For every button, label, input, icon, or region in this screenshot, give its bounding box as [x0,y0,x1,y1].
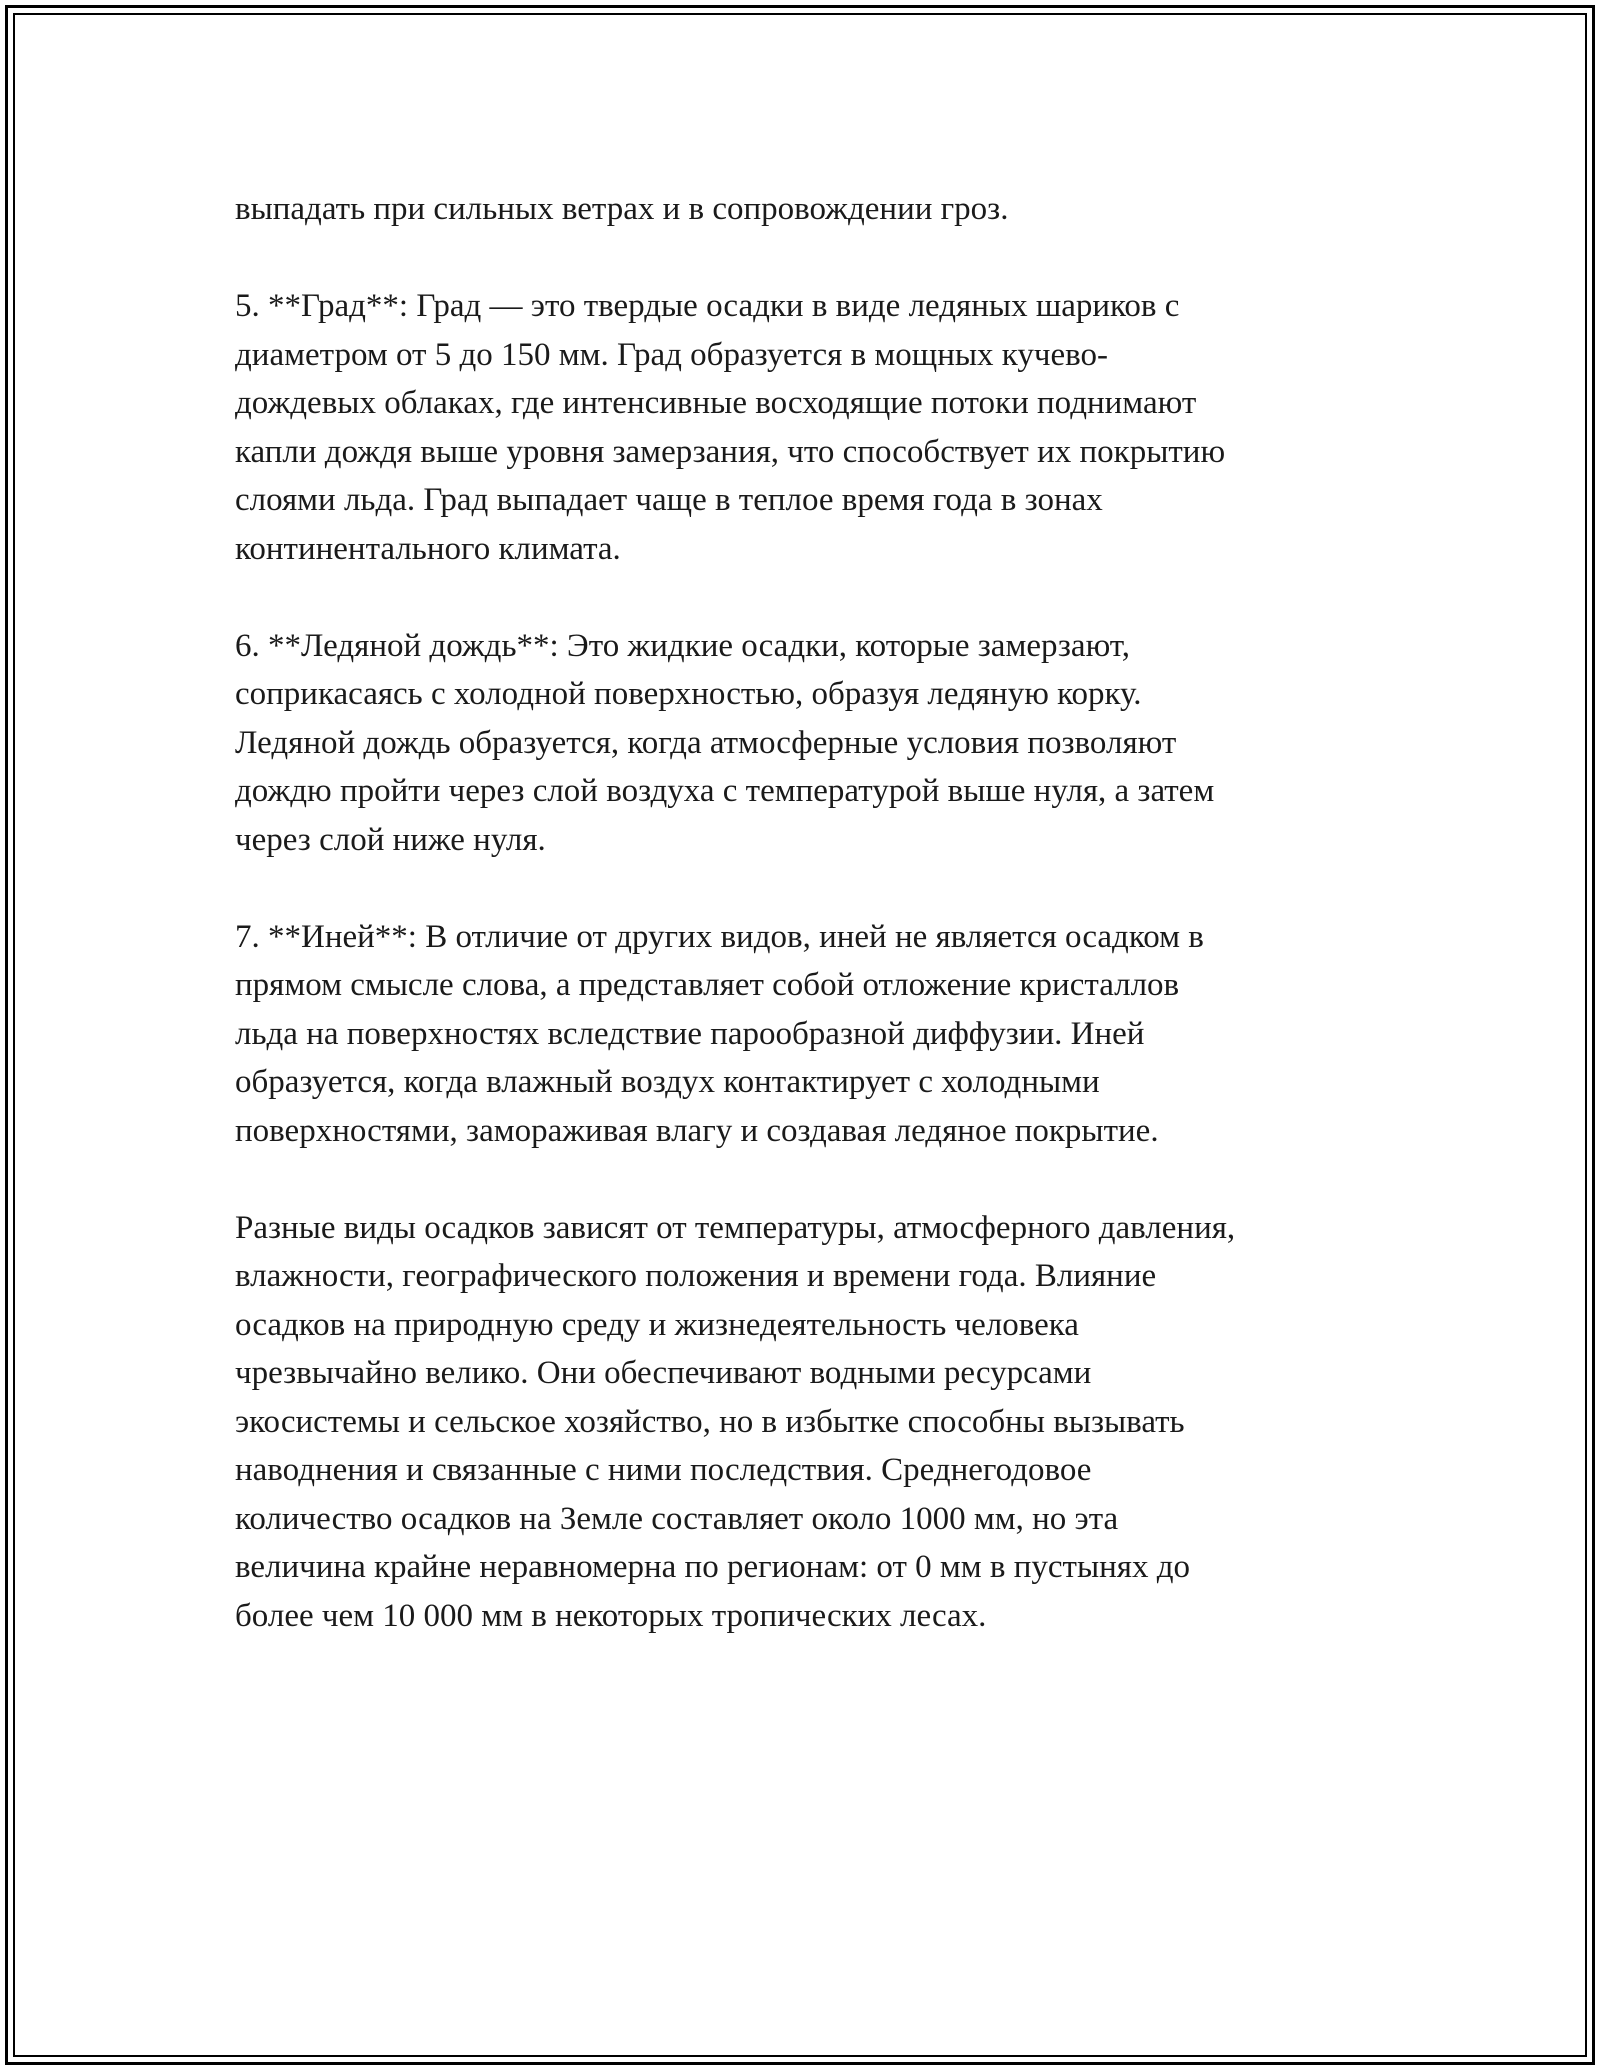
text-line: образуется, когда влажный воздух контактирует с холодными [235,1064,1100,1100]
text-line: Разные виды осадков зависят от температуры, атмосферного давления, [235,1209,1236,1246]
text-line: более чем 10 000 мм в некоторых тропических лесах. [235,1597,987,1634]
text-line: льда на поверхностях вследствие парообразной диффузии. Иней [235,1015,1145,1052]
text-line: диаметром от 5 до 150 мм. Град образуется в мощных кучево- [235,336,1108,373]
document-body [235,185,1360,1689]
text-line: соприкасаясь с холодной поверхностью, образуя ледяную корку. [235,676,1142,712]
text-line: прямом смысле слова, а представляет собой отложение кристаллов [235,967,1180,1003]
text-line: слоями льда. Град выпадает чаще в теплое время года в зонах [235,482,1103,518]
text-line: экосистемы и сельское хозяйство, но в избытке способны вызывать [235,1403,1185,1440]
text-line: капли дождя выше уровня замерзания, что способствует их покрытию [235,433,1226,470]
text-line: осадков на природную среду и жизнедеятельность человека [235,1306,1079,1343]
text-line: 7. **Иней**: В отличие от других видов, иней не является осадком в [235,918,1204,955]
text-line: выпадать при сильных ветрах и в сопровождении гроз. [235,191,1009,227]
text-line: 6. **Ледяной дождь**: Это жидкие осадки, которые замерзают, [235,627,1130,664]
text-line: чрезвычайно велико. Они обеспечивают водными ресурсами [235,1355,1092,1391]
text-line: дождевых облаках, где интенсивные восходящие потоки поднимают [235,385,1197,421]
paragraph-frost [235,913,1360,1156]
text-line: континентального климата. [235,530,621,567]
paragraph-hail [235,282,1360,573]
text-line: влажности, географического положения и времени года. Влияние [235,1258,1157,1294]
text-line: наводнения и связанные с ними последствия. Среднегодовое [235,1452,1092,1488]
text-line: величина крайне неравномерна по регионам: от 0 мм в пустынях до [235,1549,1191,1585]
text-line: через слой ниже нуля. [235,821,546,858]
text-line: Ледяной дождь образуется, когда атмосферные условия позволяют [235,724,1177,761]
text-line: дождю пройти через слой воздуха с температурой выше нуля, а затем [235,773,1215,809]
paragraph-continuation [235,185,1360,234]
text-line: количество осадков на Земле составляет около 1000 мм, но эта [235,1500,1119,1537]
paragraph-summary [235,1204,1360,1641]
paragraph-freezing-rain [235,622,1360,865]
text-line: поверхностями, замораживая влагу и создавая ледяное покрытие. [235,1112,1159,1149]
text-line: 5. **Град**: Град — это твердые осадки в виде ледяных шариков с [235,288,1180,324]
